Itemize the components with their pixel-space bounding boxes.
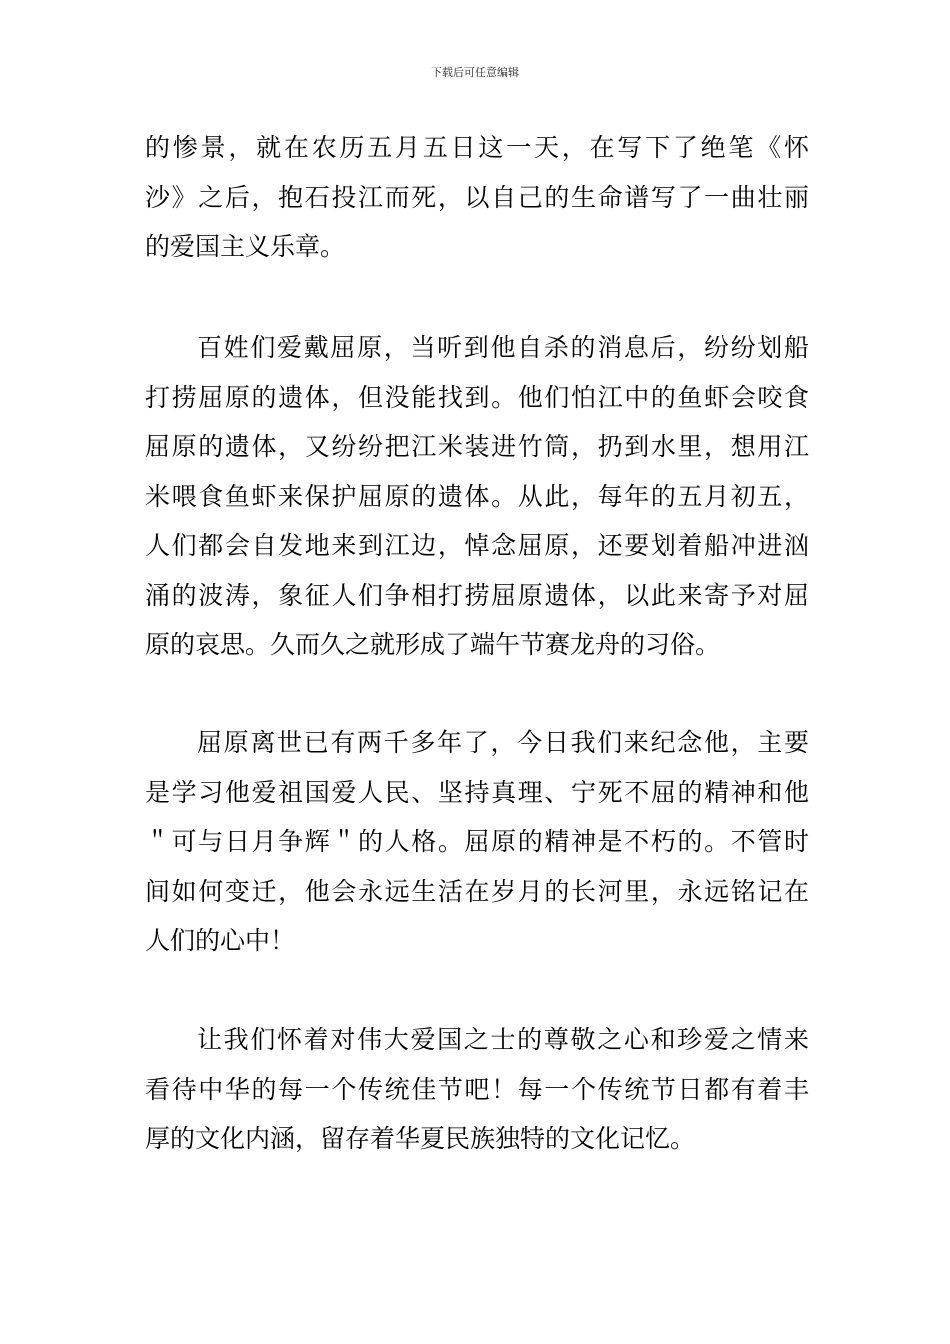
text-line: 涌的波涛，象征人们争相打捞屈原遗体，以此来寄予对屈 bbox=[145, 580, 809, 610]
text-line: 屈原离世已有两千多年了，今日我们来纪念他，主要 bbox=[197, 728, 809, 757]
text-line: 的惨景，就在农历五月五日这一天，在写下了绝笔《怀 bbox=[145, 133, 809, 162]
text-line: 看待中华的每一个传统佳节吧！每一个传统节日都有着丰 bbox=[145, 1074, 809, 1104]
text-line: 百姓们爱戴屈原，当听到他自杀的消息后，纷纷划船 bbox=[197, 333, 809, 362]
text-line: 原的哀思。久而久之就形成了端午节赛龙舟的习俗。 bbox=[145, 630, 721, 659]
page-header: 下载后可任意编辑 bbox=[431, 66, 519, 79]
text-line: ＂可与日月争辉＂的人格。屈原的精神是不朽的。不管时 bbox=[145, 827, 809, 856]
text-line: 米喂食鱼虾来保护屈原的遗体。从此，每年的五月初五， bbox=[145, 481, 809, 511]
text-line: 是学习他爱祖国爱人民、坚持真理、宁死不屈的精神和他 bbox=[145, 777, 809, 807]
text-line: 间如何变迁，他会永远生活在岁月的长河里，永远铭记在 bbox=[145, 876, 809, 906]
text-line: 打捞屈原的遗体，但没能找到。他们怕江中的鱼虾会咬食 bbox=[145, 382, 809, 412]
text-line: 屈原的遗体，又纷纷把江米装进竹筒，扔到水里，想用江 bbox=[145, 432, 809, 461]
paragraph-2 bbox=[145, 323, 809, 670]
paragraph-4 bbox=[145, 1015, 809, 1164]
text-line: 人们都会自发地来到江边，悼念屈原，还要划着船冲进汹 bbox=[145, 531, 809, 560]
paragraph-3 bbox=[145, 718, 809, 966]
text-line: 人们的心中！ bbox=[145, 926, 296, 955]
text-line: 厚的文化内涵，留存着华夏民族独特的文化记忆。 bbox=[145, 1124, 696, 1153]
paragraph-1 bbox=[145, 123, 809, 272]
text-line: 让我们怀着对伟大爱国之士的尊敬之心和珍爱之情来 bbox=[197, 1025, 809, 1054]
text-line: 沙》之后，抱石投江而死，以自己的生命谱写了一曲壮丽 bbox=[145, 182, 809, 212]
text-line: 的爱国主义乐章。 bbox=[145, 232, 346, 261]
